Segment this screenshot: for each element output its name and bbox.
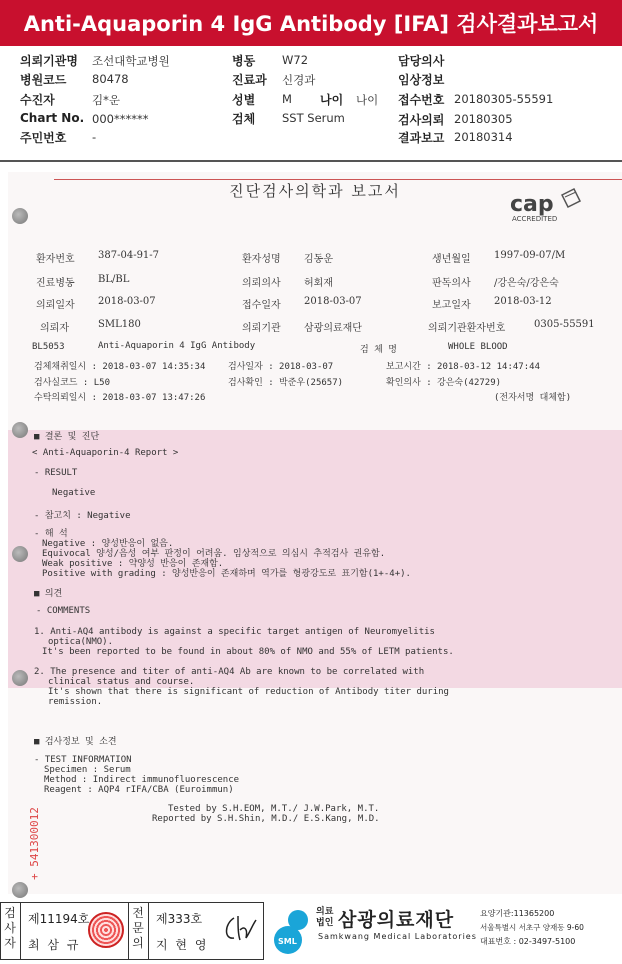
info-label: 검체 bbox=[232, 112, 256, 126]
footer bbox=[0, 898, 622, 964]
tester-seal-icon bbox=[88, 912, 124, 948]
meta-line: 보고시간 : 2018-03-12 14:47:44 bbox=[386, 362, 540, 372]
info-label: 결과보고 bbox=[398, 131, 445, 145]
test-info-line: Specimen : Serum bbox=[44, 765, 131, 775]
svg-text:SML: SML bbox=[278, 937, 297, 946]
info-label: 의뢰기관명 bbox=[20, 54, 78, 68]
info-label: 담당의사 bbox=[398, 54, 445, 68]
info-value: M bbox=[282, 92, 292, 106]
result-value: Negative bbox=[52, 488, 96, 498]
r-label: 보고일자 bbox=[432, 300, 471, 311]
r-value: 0305-55591 bbox=[534, 319, 595, 330]
report-line: - RESULT bbox=[34, 468, 78, 478]
r-label: 환자성명 bbox=[242, 254, 281, 265]
specimen-value: WHOLE BLOOD bbox=[448, 342, 508, 352]
info-value: - bbox=[92, 130, 97, 144]
r-value: 1997-09-07/M bbox=[494, 250, 566, 261]
r-value: 2018-03-12 bbox=[494, 296, 552, 307]
org-name: 삼광의료재단 bbox=[338, 909, 455, 931]
report-line: - 해 석 bbox=[34, 529, 68, 539]
report-line: - 참고치 : Negative bbox=[34, 511, 131, 521]
section-heading: ■ 결론 및 진단 bbox=[34, 432, 100, 442]
r-label: 의뢰일자 bbox=[36, 300, 75, 311]
info-value: 김*운 bbox=[92, 93, 120, 107]
r-value: 2018-03-07 bbox=[98, 296, 156, 307]
comment-line: 2. The presence and titer of anti-AQ4 Ab are known to be correlated with bbox=[34, 667, 425, 677]
org-type: 의료법인 bbox=[316, 907, 334, 928]
meta-line: 검사일자 : 2018-03-07 bbox=[228, 362, 334, 372]
sml-logo-icon bbox=[268, 904, 314, 956]
meta-line: 검사실코드 : L50 bbox=[34, 378, 110, 388]
expert-label: 전문의 bbox=[132, 906, 144, 950]
signature-icon bbox=[220, 910, 258, 946]
tester-name: 최 삼 규 bbox=[28, 938, 81, 952]
meta-line: 확인의사 : 강은숙(42729) bbox=[386, 378, 502, 388]
expert-name: 지 현 영 bbox=[156, 938, 209, 952]
info-value: W72 bbox=[282, 53, 309, 67]
test-info-line: Reagent : AQP4 rIFA/CBA (Euroimmun) bbox=[44, 785, 234, 795]
test-info-line: - TEST INFORMATION bbox=[34, 755, 132, 765]
r-label: 환자번호 bbox=[36, 254, 75, 265]
info-value: 20180314 bbox=[454, 130, 513, 144]
report-title: Anti-Aquaporin 4 IgG Antibody [IFA] 검사결과보고서 bbox=[0, 0, 622, 46]
divider bbox=[148, 902, 149, 960]
org-address: 서울특별시 서초구 양재동 9-60 bbox=[480, 923, 584, 932]
report-line: < Anti-Aquaporin-4 Report > bbox=[32, 448, 179, 458]
r-label: 접수일자 bbox=[242, 300, 281, 311]
meta-line: 검사확인 : 박준우(25657) bbox=[228, 378, 344, 388]
meta-line: 수탁의뢰일시 : 2018-03-07 13:47:26 bbox=[34, 393, 206, 403]
tester-label: 검사자 bbox=[4, 906, 16, 950]
org-english: Samkwang Medical Laboratories bbox=[318, 932, 477, 941]
info-value: SST Serum bbox=[282, 111, 345, 125]
tested-by: Tested by S.H.EOM, M.T./ J.W.Park, M.T. bbox=[168, 804, 380, 814]
info-value: 20180305 bbox=[454, 112, 513, 126]
section-heading: ■ 의견 bbox=[34, 589, 63, 599]
org-phone: 대표번호 : 02-3497-5100 bbox=[480, 937, 576, 946]
scanned-report bbox=[8, 172, 622, 894]
info-label: 진료과 bbox=[232, 73, 267, 87]
punch-hole bbox=[12, 670, 28, 686]
r-label: 판독의사 bbox=[432, 278, 471, 289]
info-value: 조선대학교병원 bbox=[92, 54, 170, 68]
r-label: 생년월일 bbox=[432, 254, 471, 265]
expert-license: 제333호 bbox=[156, 912, 203, 926]
test-code: BL5053 bbox=[32, 342, 65, 352]
svg-text:cap: cap bbox=[510, 192, 554, 217]
comment-line: It's been reported to be found in about 80% of NMO and 55% of LETM patients. bbox=[42, 647, 454, 657]
divider bbox=[128, 902, 129, 960]
report-line: Negative : 양성반응이 없음. bbox=[42, 539, 174, 549]
svg-text:ACCREDITED: ACCREDITED bbox=[512, 215, 558, 223]
org-code: 요양기관:11365200 bbox=[480, 909, 555, 918]
r-label: 진료병동 bbox=[36, 278, 75, 289]
meta-line: 검체채취일시 : 2018-03-07 14:35:34 bbox=[34, 362, 206, 372]
info-label: 병동 bbox=[232, 54, 256, 68]
info-value: 000****** bbox=[92, 112, 149, 126]
punch-hole bbox=[12, 208, 28, 224]
vertical-barcode-number: + 541300012 bbox=[28, 807, 41, 880]
cap-accredited-logo bbox=[508, 187, 588, 223]
info-label: 접수번호 bbox=[398, 93, 445, 107]
info-value: 20180305-55591 bbox=[454, 92, 554, 106]
comment-line: It's shown that there is significant of reduction of Antibody titer during bbox=[48, 687, 449, 697]
info-label: 성별 bbox=[232, 93, 256, 107]
r-label: 의뢰기관 bbox=[242, 323, 281, 334]
patient-info bbox=[0, 46, 622, 158]
info-label: Chart No. bbox=[20, 111, 85, 125]
comment-line: optica(NMO). bbox=[48, 637, 114, 647]
info-value: 나이 bbox=[356, 93, 379, 107]
r-value: 2018-03-07 bbox=[304, 296, 362, 307]
scan-title: 진단검사의학과 보고서 bbox=[229, 182, 401, 200]
info-label: 수진자 bbox=[20, 93, 55, 107]
test-name: Anti-Aquaporin 4 IgG Antibody bbox=[98, 341, 256, 351]
comment-line: 1. Anti-AQ4 antibody is against a specific target antigen of Neuromyelitis bbox=[34, 627, 435, 637]
report-line: Positive with grading : 양성반응이 존재하며 역가를 형광강도로 표기함(1+-4+). bbox=[42, 569, 411, 579]
r-value: BL/BL bbox=[98, 274, 130, 285]
report-line: Equivocal 양성/음성 여부 판정이 어려움. 임상적으로 의심시 추적검사 권유함. bbox=[42, 549, 386, 559]
header-divider bbox=[0, 160, 622, 162]
tester-license: 제11194호 bbox=[28, 912, 90, 926]
e-signature-note: (전자서명 대체함) bbox=[494, 393, 572, 403]
r-value: 김동운 bbox=[304, 254, 333, 265]
divider bbox=[20, 902, 21, 960]
comment-line: clinical status and course. bbox=[48, 677, 195, 687]
comment-line: remission. bbox=[48, 697, 103, 707]
punch-hole bbox=[12, 546, 28, 562]
punch-hole bbox=[12, 882, 28, 898]
r-label: 의뢰자 bbox=[40, 323, 69, 334]
r-value: /강은숙/강은숙 bbox=[494, 278, 559, 289]
info-label: 병원코드 bbox=[20, 73, 67, 87]
r-value: SML180 bbox=[98, 319, 141, 330]
r-value: 387-04-91-7 bbox=[98, 250, 160, 261]
info-label: 주민번호 bbox=[20, 131, 67, 145]
r-value: 허회재 bbox=[304, 278, 333, 289]
report-line: Weak positive : 약양성 반응이 존재함. bbox=[42, 559, 224, 569]
reported-by: Reported by S.H.Shin, M.D./ E.S.Kang, M.D. bbox=[152, 814, 380, 824]
info-label: 임상정보 bbox=[398, 73, 445, 87]
info-value: 80478 bbox=[92, 72, 129, 86]
punch-hole bbox=[12, 422, 28, 438]
comment-line: - COMMENTS bbox=[36, 606, 91, 616]
info-label: 나이 bbox=[320, 93, 344, 107]
specimen-label: 검 체 명 bbox=[360, 345, 397, 355]
r-label: 의뢰의사 bbox=[242, 278, 281, 289]
info-value: 신경과 bbox=[282, 73, 316, 87]
section-heading: ■ 검사정보 및 소견 bbox=[34, 737, 117, 747]
info-label: 검사의뢰 bbox=[398, 113, 445, 127]
r-value: 삼광의료재단 bbox=[304, 323, 362, 334]
r-label: 의뢰기관환자번호 bbox=[428, 323, 506, 334]
test-info-line: Method : Indirect immunofluorescence bbox=[44, 775, 240, 785]
